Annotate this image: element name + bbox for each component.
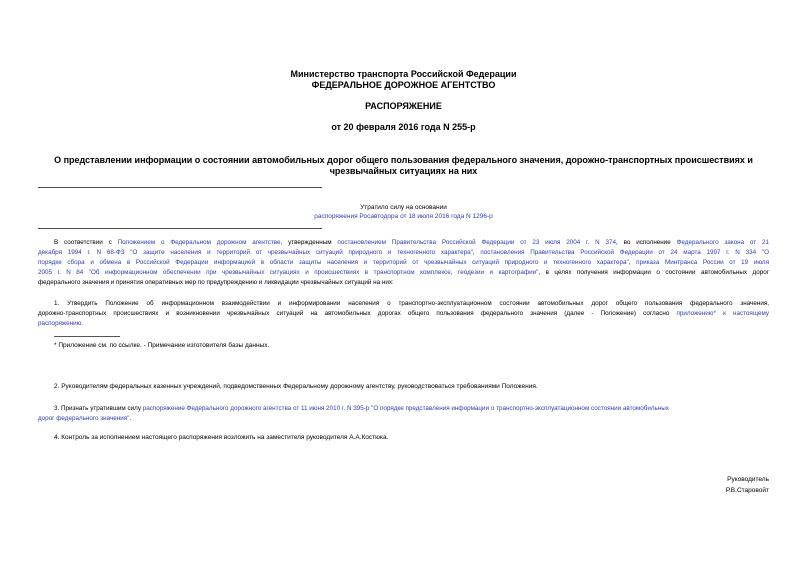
preamble-line-5: федерального значения и принятия оперативных мер по предупреждению и ликвидации чрезвычайных ситуаций на них: — [38, 279, 394, 286]
item-1-line-1: 1. Утвердить Положение об информационном взаимодействии и информировании населения о транспортно-эксплуатационном состоянии автомобильных дорог общего пользования федерального значения, — [54, 300, 769, 307]
repealed-order-395-link[interactable]: распоряжение Федерального дорожного агентства от 11 июня 2010 г. N 395-р "О порядке представления информации о транспортно-эксплуатационном состоянии автомобильных — [142, 405, 669, 412]
appendix-link-end[interactable]: распоряжению. — [38, 320, 84, 327]
mintrans-order-link[interactable]: приказа Минтранса России от 19 июля — [636, 259, 769, 266]
preamble-line-4: 2005 г. N 84 "Об информационном обеспечении при чрезвычайных ситуациях и происшествиях в транспортном комплексе, геодезии и картографии", в целях получения информации о состоянии автомобильных дорог — [38, 269, 769, 276]
repeal-order-link[interactable]: распоряжения Росавтодора от 18 июля 2016 года N 1296-р — [314, 213, 493, 220]
item-1-line-3 — [38, 319, 769, 329]
document-title-line-1: О представлении информации о состоянии автомобильных дорог общего пользования федерального значения, дорожно-транспортных происшествиях и — [54, 155, 753, 165]
government-decree-334-link[interactable]: постановления Правительства Российской Федерации от 24 марта 1997 г. N 334 "О — [480, 249, 769, 256]
item-4: 4. Контроль за исполнением настоящего распоряжения возложить на заместителя руководителя А.А.Костюка. — [54, 434, 389, 441]
signature-name: Р.В.Старовойт — [725, 487, 769, 494]
document-title-line-2: чрезвычайных ситуациях на них — [329, 166, 478, 176]
divider-bottom — [38, 228, 322, 229]
status-link[interactable] — [0, 213, 807, 220]
item-1-paragraph — [38, 299, 769, 329]
government-decree-334-link-cont[interactable]: порядке сбора и обмена в Российской Федерации информацией в области защиты населения и территорий от чрезвычайных ситуаций природного и техногенного характера" — [38, 259, 629, 266]
item-2: 2. Руководителям федеральных казенных учреждений, подведомственных Федеральному дорожному агентству, руководствоваться требованиями Положения. — [54, 383, 538, 390]
signature-position: Руководитель — [727, 476, 769, 483]
regulation-link[interactable]: Положением о Федеральном дорожном агентстве — [117, 239, 281, 246]
item-3-paragraph — [38, 404, 769, 424]
document-type: РАСПОРЯЖЕНИЕ — [365, 101, 442, 111]
appendix-link-suffix[interactable]: * к настоящему — [713, 310, 769, 317]
repealed-order-395-link-cont[interactable]: дорог федерального значения" — [38, 415, 130, 422]
preamble-line-2: декабря 1994 г. N 68-ФЗ "О защите населения и территорий от чрезвычайных ситуаций природного и техногенного характера", постановления Правительства Российской Федерации от 24 марта 1997 г. N 334 "О — [38, 249, 769, 256]
status-text: Утратило силу на основании — [360, 204, 447, 211]
document-date-number: от 20 февраля 2016 года N 255-р — [331, 122, 476, 132]
item-3-line-2: дорог федерального значения". — [38, 415, 132, 422]
preamble-line-3: порядке сбора и обмена в Российской Федерации информацией в области защиты населения и территорий от чрезвычайных ситуаций природного и техногенного характера", приказа Минтранса России от 19 июля — [38, 259, 769, 266]
mintrans-order-link-cont[interactable]: 2005 г. N 84 "Об информационном обеспечении при чрезвычайных ситуациях и происшествиях в транспортном комплексе, геодезии и картографии" — [38, 269, 539, 276]
government-decree-374-link[interactable]: постановлением Правительства Российской Федерации от 23 июля 2004 г. N 374 — [337, 239, 617, 246]
ministry-name: Министерство транспорта Российской Федерации — [290, 69, 517, 79]
agency-name: ФЕДЕРАЛЬНОЕ ДОРОЖНОЕ АГЕНТСТВО — [311, 80, 496, 90]
federal-law-68-link[interactable]: Федерального закона от 21 — [676, 239, 769, 246]
appendix-link[interactable]: приложению — [676, 310, 714, 317]
divider-top — [38, 187, 322, 188]
federal-law-68-link-cont[interactable]: декабря 1994 г. N 68-ФЗ "О защите населения и территорий от чрезвычайных ситуаций природного и техногенного характера" — [38, 249, 473, 256]
preamble-paragraph — [38, 238, 769, 288]
footnote: * Приложение см. по ссылке. - Примечание изготовителя базы данных. — [54, 342, 270, 349]
item-3-line-1: 3. Признать утратившим силу распоряжение Федерального дорожного агентства от 11 июня 2010 г. N 395-р "О порядке представления информации о транспортно-эксплуатационном состоянии автомобильных — [54, 405, 669, 412]
item-1-line-2: дорожно-транспортных происшествиях и возникновении чрезвычайных ситуаций на автомобильных дорогах общего пользования федерального значения (далее - Положение) согласно приложению* к настоящему — [38, 310, 769, 317]
footnote-divider — [54, 336, 120, 337]
preamble-line-1: В соответствии с Положением о Федеральном дорожном агентстве, утвержденным постановлением Правительства Российской Федерации от 23 июля 2004 г. N 374, во исполнение Федерального закона от 21 — [54, 239, 769, 246]
